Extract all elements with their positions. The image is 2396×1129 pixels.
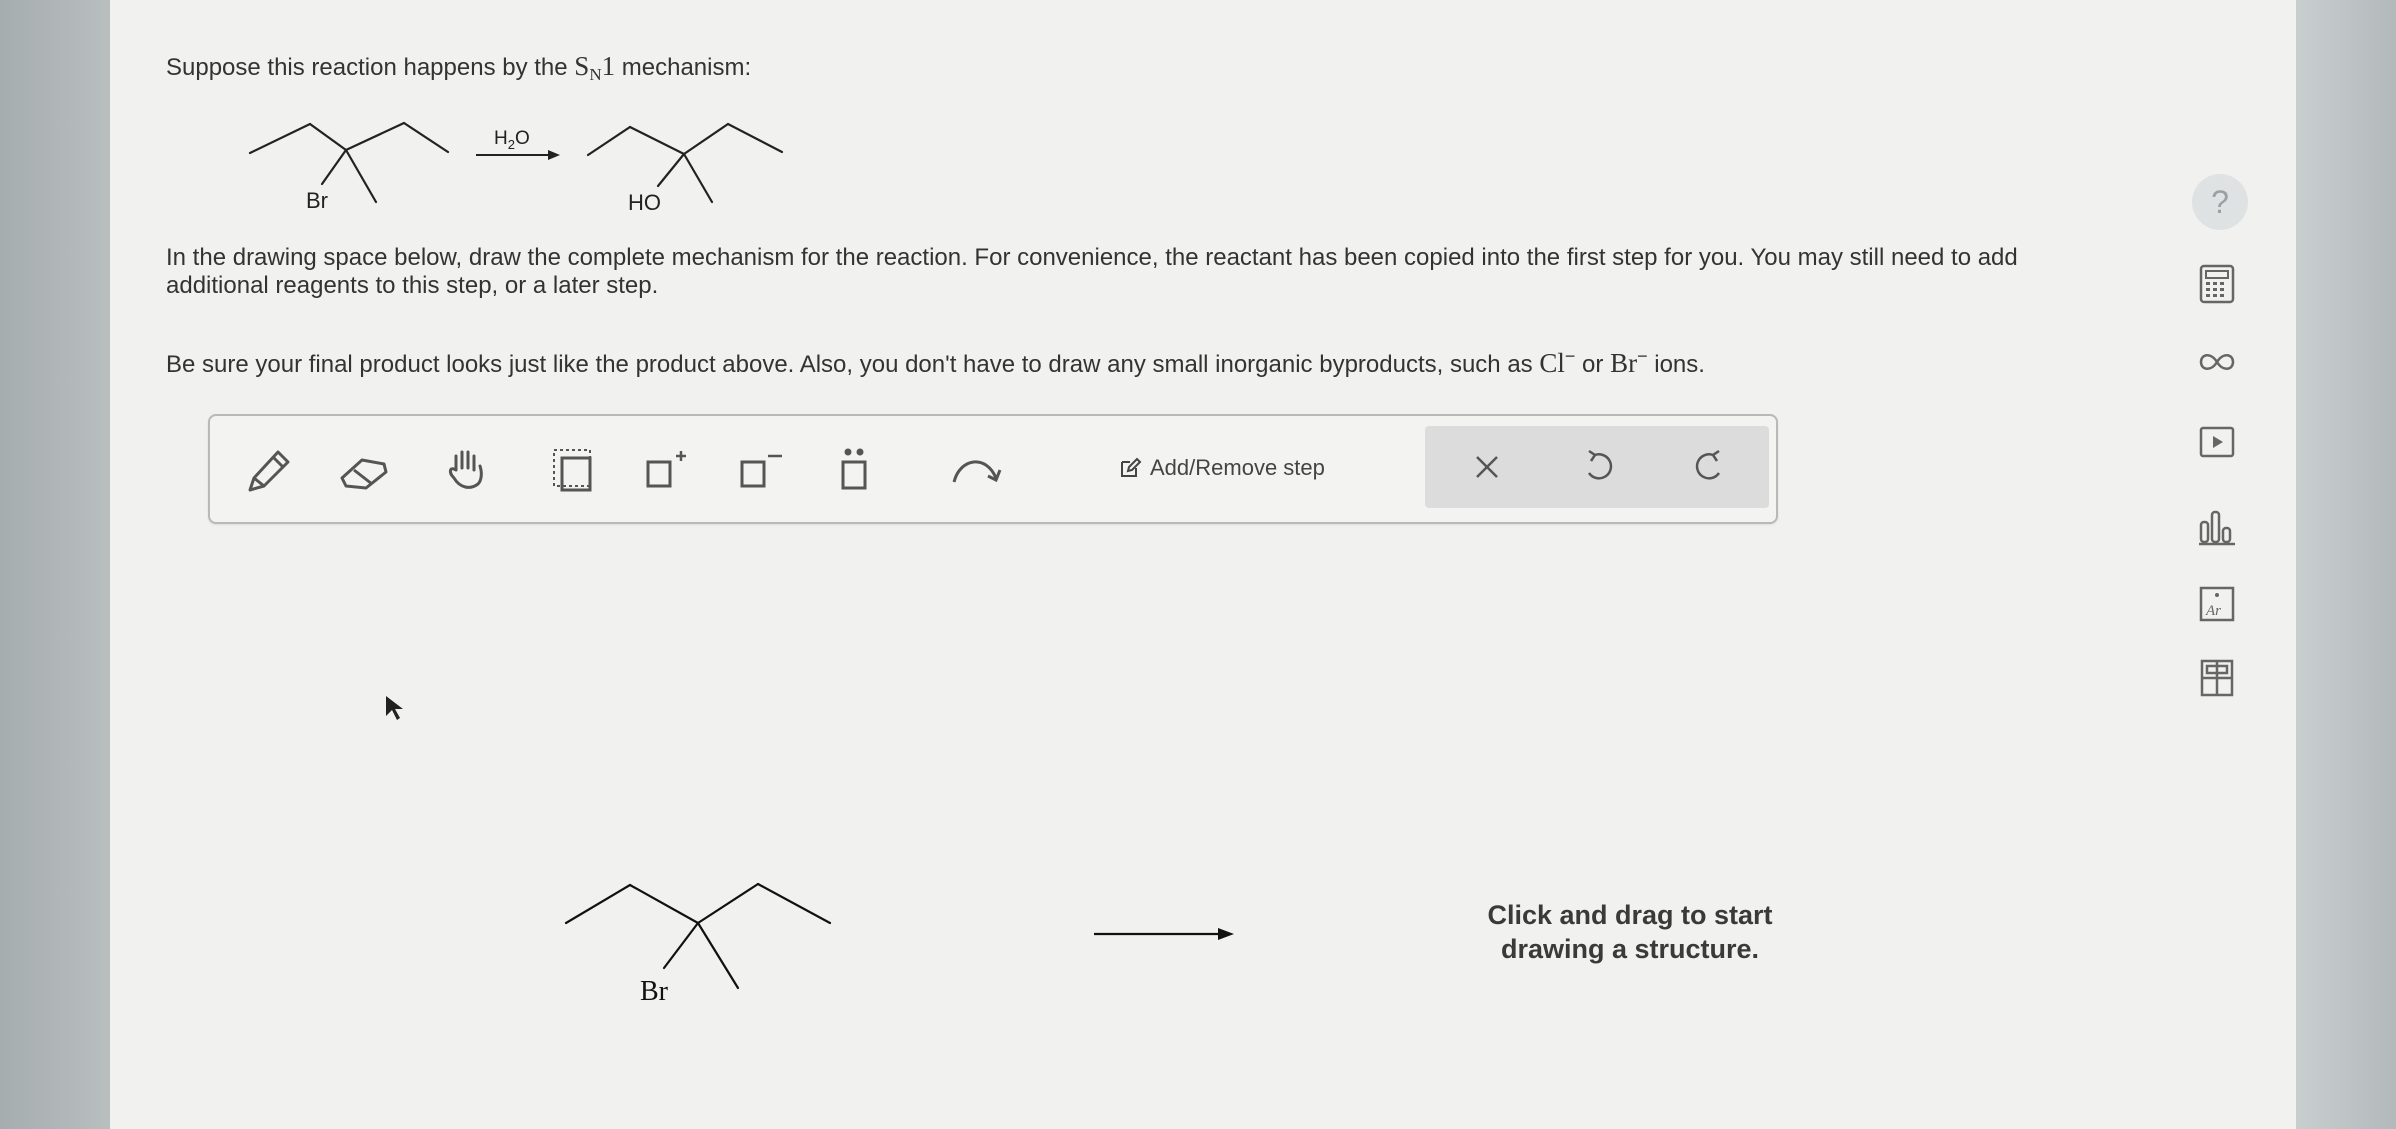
canvas-reaction-arrow [1092, 920, 1242, 950]
help-button[interactable] [2192, 174, 2248, 230]
canvas-hint: Click and drag to start drawing a structure. [1487, 900, 1773, 964]
negative-charge-icon[interactable] [732, 444, 788, 496]
product-ho-label: HO [628, 190, 661, 215]
clear-x-icon[interactable] [1465, 445, 1509, 489]
bar-chart-icon[interactable] [2195, 504, 2239, 548]
eraser-icon[interactable] [336, 444, 392, 496]
question-intro: Suppose this reaction happens by the $S_N1$ mechanism: [166, 51, 752, 84]
positive-charge-icon[interactable] [638, 444, 694, 496]
periodic-table-icon[interactable] [2195, 582, 2239, 626]
data-table-icon[interactable] [2195, 656, 2239, 700]
canvas-reactant[interactable] [560, 880, 850, 1010]
right-edge [2296, 0, 2396, 1129]
calculator-icon[interactable] [2195, 262, 2239, 306]
add-remove-step-button[interactable] [1118, 450, 1325, 486]
curved-arrow-icon[interactable] [948, 444, 1004, 496]
undo-icon[interactable] [1577, 445, 1621, 489]
byproducts-note: Be sure your final product looks just like the product above. Also, you don't have to draw any small inorganic byproducts, such as Cl− or Br− ions. [166, 346, 1705, 378]
reactant-br-label: Br [306, 188, 328, 213]
toolbar-actions [1425, 426, 1769, 508]
reagent-water: $H_2O$ [494, 128, 530, 152]
help-icon: ? [2211, 184, 2229, 220]
left-edge [0, 0, 112, 1129]
hand-pan-icon[interactable] [440, 444, 496, 496]
instructions-paragraph: In the drawing space below, draw the complete mechanism for the reaction. For convenience, the reactant has been copied into the first step for you. You may still need to add additional reagents to this step, or a later step. [166, 244, 2018, 299]
select-box-icon[interactable] [546, 444, 602, 496]
add-remove-step-label: Add/Remove step [1150, 455, 1325, 480]
edit-icon [1118, 456, 1142, 480]
drawing-toolbar [208, 414, 1778, 524]
lone-pair-icon[interactable] [826, 444, 882, 496]
redo-icon[interactable] [1687, 445, 1731, 489]
pencil-icon[interactable] [240, 444, 296, 496]
svg-text:Ar: Ar [2206, 603, 2221, 619]
drawing-canvas[interactable] [208, 530, 1774, 1110]
mouse-cursor-icon [384, 694, 408, 724]
infinity-link-icon[interactable] [2195, 340, 2239, 384]
video-play-icon[interactable] [2195, 420, 2239, 464]
canvas-br-label: Br [640, 976, 668, 1007]
reaction-scheme [240, 110, 800, 220]
product-skeleton [588, 124, 782, 202]
